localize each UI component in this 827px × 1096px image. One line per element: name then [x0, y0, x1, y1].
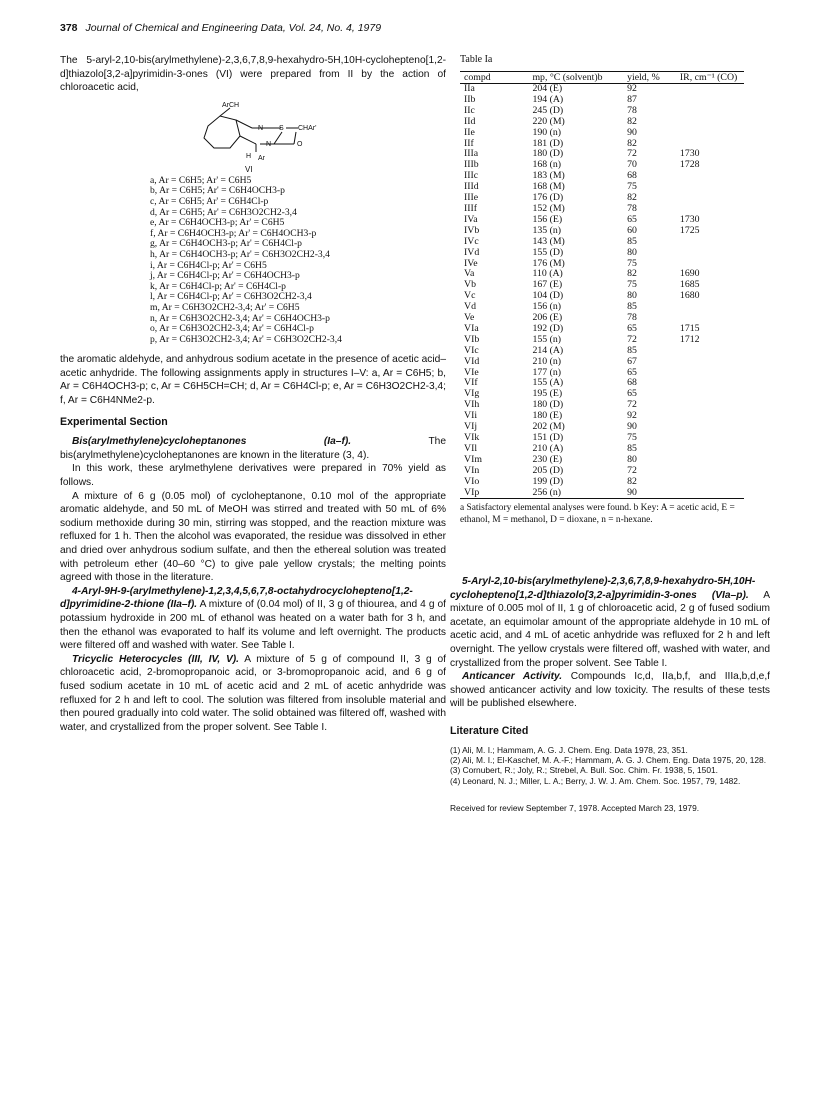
table-row	[460, 204, 744, 215]
cell-yield: 80	[627, 246, 637, 258]
cell-ir	[678, 477, 744, 488]
cell-yield: 65	[627, 366, 637, 378]
table-row	[460, 477, 744, 488]
cell-compd: VIo	[464, 475, 480, 487]
table-row	[460, 466, 744, 477]
cell-compd: VIc	[464, 344, 479, 356]
cell-compd: VIa	[464, 322, 479, 334]
cell-mp: 176 (D)	[532, 192, 564, 204]
table-header-row	[460, 72, 744, 84]
cell-compd: IIe	[464, 126, 475, 138]
table-row	[460, 400, 744, 411]
cell-yield: 80	[627, 290, 637, 302]
right-column	[450, 575, 770, 816]
assignment-paragraph: the aromatic aldehyde, and anhydrous sodium acetate in the presence of acetic acid–acetic anhydride. The following assignments apply in structures I–V: a, Ar = C6H5; b, Ar = C6H4OCH3-p; c, Ar = C6H5CH=CH; d, Ar = C6H4Cl-p; e, Ar = C6H3O2CH2-3,4; f, Ar = C6H4NMe2-p.	[60, 354, 446, 407]
journal-citation: Journal of Chemical and Engineering Data, Vol. 24, No. 4, 1979	[85, 22, 382, 34]
reference-2: (2) Ali, M. I.; El-Kaschef, M. A.-F.; Hammam, A. G. J. Chem. Eng. Data 1975, 20, 128.	[450, 754, 767, 765]
table-row	[460, 389, 744, 400]
table-1	[460, 71, 744, 499]
cell-mp: 183 (M)	[532, 170, 565, 182]
cell-ir: 1690	[679, 268, 700, 280]
cell-compd: IIb	[464, 93, 476, 105]
cell-mp: 151 (D)	[532, 432, 564, 443]
cell-ir	[678, 193, 744, 204]
table-row	[460, 488, 744, 499]
cell-ir	[678, 411, 744, 422]
cell-yield: 85	[627, 344, 637, 356]
variant-l: l, Ar = C6H4Cl-p; Ar' = C6H3O2CH2-3,4	[150, 291, 312, 303]
table-row	[460, 106, 744, 117]
cell-compd: VIg	[464, 388, 480, 400]
vi-subheading: 5-Aryl-2,10-bis(arylmethylene)-2,3,6,7,8,9-hexahydro-5H,10H-cyclohepteno[1,2-d]thiazolo[3,2-a]pyrimidin-3-ones (VIa–p).	[450, 576, 756, 601]
table-row	[460, 378, 744, 389]
cell-ir	[678, 455, 744, 466]
cell-ir	[678, 95, 744, 106]
cell-compd: VIm	[464, 453, 482, 465]
table-row	[460, 117, 744, 128]
cell-compd: VIe	[464, 366, 479, 378]
cell-ir: 1685	[679, 279, 700, 291]
variant-j: j, Ar = C6H4Cl-p; Ar' = C6H4OCH3-p	[150, 270, 300, 282]
cell-ir: 1730	[679, 148, 700, 160]
col-ir: IR, cm⁻¹ (CO)	[679, 72, 738, 83]
cell-yield: 65	[627, 388, 637, 400]
table-row	[460, 455, 744, 466]
table-row	[460, 237, 744, 248]
cell-mp: 180 (D)	[532, 148, 564, 160]
variant-p: p, Ar = C6H3O2CH2-3,4; Ar' = C6H3O2CH2-3,4	[150, 333, 342, 345]
cell-compd: VIk	[464, 432, 480, 443]
reference-list	[450, 745, 770, 787]
cell-yield: 92	[627, 83, 637, 94]
variant-c: c, Ar = C6H5; Ar' = C6H4Cl-p	[150, 195, 269, 207]
cell-yield: 85	[627, 442, 637, 454]
cell-compd: VIl	[464, 442, 478, 454]
cell-compd: VIh	[464, 399, 480, 411]
variant-n: n, Ar = C6H3O2CH2-3,4; Ar' = C6H4OCH3-p	[150, 312, 330, 324]
intro-paragraph: The 5-aryl-2,10-bis(arylmethylene)-2,3,6,7,8,9-hexahydro-5H,10H-cyclohepteno[1,2-d]thiazolo[3,2-a]pyrimidin-3-ones (VI) were prepared from II by the action of chloroacetic acid,	[60, 55, 446, 94]
running-header	[60, 22, 381, 34]
cell-yield: 65	[627, 213, 637, 225]
table-row	[460, 335, 744, 346]
table-row	[460, 215, 744, 226]
reference-4: (4) Leonard, N. J.; Miller, L. A.; Berry, J. W. J. Am. Chem. Soc. 1957, 79, 1482.	[450, 775, 741, 786]
cell-compd: Ve	[464, 312, 475, 324]
cell-compd: IId	[464, 115, 476, 127]
variant-e: e, Ar = C6H4OCH3-p; Ar' = C6H5	[150, 217, 285, 229]
cell-ir: 1680	[679, 290, 700, 302]
cell-compd: VIi	[464, 410, 478, 422]
cell-yield: 92	[627, 410, 637, 422]
cell-yield: 60	[627, 224, 637, 236]
cell-compd: IIId	[464, 181, 479, 193]
cell-compd: IIIe	[464, 192, 479, 204]
table-row	[460, 193, 744, 204]
cell-yield: 85	[627, 301, 637, 313]
table-row	[460, 368, 744, 379]
cell-mp: 199 (D)	[532, 475, 564, 487]
cell-compd: VId	[464, 355, 480, 367]
h-label: H	[246, 152, 252, 160]
cell-compd: Vc	[464, 290, 476, 302]
cell-mp: 192 (D)	[532, 322, 564, 334]
cell-ir: 1728	[679, 159, 700, 171]
variant-a: a, Ar = C6H5; Ar' = C6H5	[150, 174, 252, 186]
cell-yield: 78	[627, 312, 637, 324]
cell-mp: 245 (D)	[532, 104, 564, 116]
vi-paragraph	[450, 575, 770, 670]
table-row	[460, 324, 744, 335]
s-label: S	[279, 124, 284, 132]
variant-i: i, Ar = C6H4Cl-p; Ar' = C6H5	[150, 259, 267, 271]
cell-yield: 65	[627, 322, 637, 334]
table-row	[460, 422, 744, 433]
cell-mp: 155 (A)	[532, 377, 564, 389]
cell-compd: Va	[464, 268, 475, 280]
col-compd: compd	[464, 72, 491, 83]
cell-yield: 72	[627, 333, 637, 345]
cell-yield: 75	[627, 257, 637, 269]
variant-f: f, Ar = C6H4OCH3-p; Ar' = C6H4OCH3-p	[150, 227, 317, 239]
table-footnote: a Satisfactory elemental analyses were found. b Key: A = acetic acid, E = ethanol, M = methanol, D = dioxane, n = n-hexane.	[460, 503, 735, 525]
variant-o: o, Ar = C6H3O2CH2-3,4; Ar' = C6H4Cl-p	[150, 323, 314, 335]
anticancer-text: Compounds Ic,d, IIa,b,f, and IIIa,b,d,e,f showed anticancer activity and low toxicity. The results of these tests will be published elsewhere.	[450, 671, 770, 710]
cell-compd: VIj	[464, 421, 478, 433]
table-row	[460, 248, 744, 259]
table-row	[460, 171, 744, 182]
cell-yield: 78	[627, 104, 637, 116]
cell-yield: 68	[627, 377, 637, 389]
cell-compd: IIIf	[464, 202, 478, 214]
table-row	[460, 149, 744, 160]
anticancer-paragraph	[450, 670, 770, 711]
cell-mp: 202 (M)	[532, 421, 565, 433]
cell-mp: 214 (A)	[532, 344, 564, 356]
table-row	[460, 226, 744, 237]
cell-ir	[678, 171, 744, 182]
col-mp: mp, °C (solvent)b	[532, 72, 603, 83]
chart-label: CHAr'	[298, 124, 317, 132]
structure-diagram	[60, 98, 446, 176]
table-row	[460, 280, 744, 291]
table-row	[460, 95, 744, 106]
cell-yield: 75	[627, 432, 637, 443]
cell-yield: 78	[627, 202, 637, 214]
tricyclic-paragraph	[60, 653, 446, 735]
ar-label: Ar	[258, 154, 265, 162]
cell-mp: 181 (D)	[532, 137, 564, 149]
cell-ir	[678, 378, 744, 389]
cell-ir: 1715	[679, 322, 700, 334]
cell-mp: 155 (D)	[532, 246, 564, 258]
cell-mp: 168 (n)	[532, 159, 562, 171]
cell-compd: VIp	[464, 486, 480, 498]
cell-yield: 72	[627, 464, 637, 476]
yield-paragraph: In this work, these arylmethylene derivatives were prepared in 70% yield as follows.	[60, 463, 446, 489]
cell-yield: 75	[627, 279, 637, 291]
cell-compd: IIIb	[464, 159, 479, 171]
tricyclic-text: A mixture of 5 g of compound II, 3 g of chloroacetic acid, 2-bromopropanoic acid, or 3-bromopropanoic acid, and 6 g of fused sodium acetate in 10 mL of acetic acid and 2 mL of acetic anhydride was refluxed for 2 h and left to cool. The solution was filtered from insoluble material and then poured gradually into cold water. The solid obtained was filtered off, washed with water, and crystallized from the proper solvent. See Table I.	[60, 653, 447, 733]
cell-compd: VIn	[464, 464, 480, 476]
cell-mp: 110 (A)	[532, 268, 563, 280]
cell-mp: 194 (A)	[532, 93, 564, 105]
variant-k: k, Ar = C6H4Cl-p; Ar' = C6H4Cl-p	[150, 280, 286, 292]
cell-compd: Vd	[464, 301, 476, 313]
thione-paragraph	[60, 585, 446, 653]
cell-mp: 220 (M)	[532, 115, 565, 127]
cell-yield: 85	[627, 235, 637, 247]
cell-ir	[678, 488, 744, 499]
cell-yield: 90	[627, 421, 637, 433]
cell-mp: 180 (E)	[532, 410, 563, 422]
cell-compd: IVc	[464, 235, 479, 247]
cell-mp: 206 (E)	[532, 312, 563, 324]
table-row	[460, 357, 744, 368]
cell-ir	[678, 357, 744, 368]
cell-ir	[678, 117, 744, 128]
n2-label: N	[266, 140, 272, 148]
vi-text: A mixture of 0.005 mol of II, 1 g of chloroacetic acid, 2 g of fused sodium acetate, an equimolar amount of the appropriate aldehyde in 10 mL of acetic acid, and 4 mL of acetic anhydride was refluxed for 2 h and left overnight. The yellow crystals were filtered off, washed with water, and crystallized from the proper solvent. See Table I.	[450, 589, 770, 669]
cell-ir: 1712	[679, 333, 700, 345]
cell-compd: IIa	[464, 83, 475, 94]
cell-compd: VIb	[464, 333, 480, 345]
cell-ir	[678, 346, 744, 357]
section-heading-literature: Literature Cited	[450, 724, 529, 737]
cell-yield: 70	[627, 159, 637, 171]
table-row	[460, 411, 744, 422]
cell-yield: 68	[627, 170, 637, 182]
cell-yield: 82	[627, 115, 637, 127]
left-column	[60, 54, 446, 734]
table-row	[460, 444, 744, 455]
cell-mp: 204 (E)	[532, 83, 563, 94]
cell-mp: 195 (E)	[532, 388, 563, 400]
table-row	[460, 302, 744, 313]
cell-yield: 82	[627, 137, 637, 149]
cell-compd: IVa	[464, 213, 478, 225]
cell-mp: 168 (M)	[532, 181, 565, 193]
cell-ir	[678, 84, 744, 95]
section-heading-experimental: Experimental Section	[60, 415, 168, 428]
received-line: Received for review September 7, 1978. Accepted March 23, 1979.	[450, 803, 700, 814]
reference-1: (1) Ali, M. I.; Hammam, A. G. J. Chem. Eng. Data 1978, 23, 351.	[450, 744, 688, 755]
table-row	[460, 259, 744, 270]
cell-mp: 167 (E)	[532, 279, 563, 291]
table-region	[460, 54, 770, 526]
arch-label: ArCH	[222, 101, 240, 109]
cell-ir	[678, 433, 744, 444]
cell-yield: 72	[627, 399, 637, 411]
cell-yield: 82	[627, 268, 637, 280]
cell-compd: IIIc	[464, 170, 479, 182]
table-row	[460, 346, 744, 357]
thione-subheading: 4-Aryl-9H-9-(arylmethylene)-1,2,3,4,5,6,7,8-octahydrocyclohepteno[1,2-d]pyrimidine-2-thione (IIa–f).	[60, 585, 413, 611]
cell-compd: IVd	[464, 246, 480, 258]
variant-b: b, Ar = C6H5; Ar' = C6H4OCH3-p	[150, 185, 285, 197]
cell-yield: 80	[627, 453, 637, 465]
cell-ir	[678, 422, 744, 433]
cell-yield: 75	[627, 181, 637, 193]
cell-yield: 82	[627, 192, 637, 204]
cell-mp: 177 (n)	[532, 366, 562, 378]
cell-mp: 104 (D)	[532, 290, 564, 302]
table-row	[460, 269, 744, 280]
tricyclic-subheading: Tricyclic Heterocycles (III, IV, V).	[72, 653, 240, 665]
cell-compd: IVe	[464, 257, 478, 269]
cell-yield: 72	[627, 148, 637, 160]
cell-compd: VIf	[464, 377, 478, 389]
cell-ir	[678, 444, 744, 455]
variant-g: g, Ar = C6H4OCH3-p; Ar' = C6H4Cl-p	[150, 238, 302, 250]
cell-mp: 210 (n)	[532, 355, 562, 367]
cell-ir	[678, 182, 744, 193]
cell-yield: 67	[627, 355, 637, 367]
reference-3: (3) Cornubert, R.; Joly, R.; Strebel, A. Bull. Soc. Chim. Fr. 1938, 5, 1501.	[450, 765, 718, 776]
cell-ir	[678, 302, 744, 313]
cell-mp: 190 (n)	[532, 126, 562, 138]
cell-ir	[678, 368, 744, 379]
cell-yield: 87	[627, 93, 637, 105]
cell-mp: 205 (D)	[532, 464, 564, 476]
cell-ir	[678, 128, 744, 139]
cell-mp: 156 (n)	[532, 301, 562, 313]
table-row	[460, 291, 744, 302]
page-number: 378	[60, 22, 78, 34]
cell-ir	[678, 466, 744, 477]
structure-number: VI	[245, 164, 253, 174]
variant-h: h, Ar = C6H4OCH3-p; Ar' = C6H3O2CH2-3,4	[150, 248, 330, 260]
variant-list	[150, 176, 446, 346]
cell-mp: 210 (A)	[532, 442, 564, 454]
table-row	[460, 160, 744, 171]
cell-mp: 156 (E)	[532, 213, 563, 225]
cell-mp: 180 (D)	[532, 399, 564, 411]
cell-ir	[678, 248, 744, 259]
bis-paragraph	[60, 435, 446, 462]
n1-label: N	[258, 124, 264, 132]
cell-mp: 143 (M)	[532, 235, 565, 247]
cell-compd: IIc	[464, 104, 475, 116]
cell-mp: 176 (M)	[532, 257, 565, 269]
bis-text: The bis(arylmethylene)cycloheptanones are known in the literature (3, 4).	[60, 436, 446, 461]
cell-ir: 1725	[679, 224, 700, 236]
cell-compd: IVb	[464, 224, 480, 236]
cell-mp: 230 (E)	[532, 453, 563, 465]
cell-mp: 155 (n)	[532, 333, 562, 345]
cell-compd: IIf	[464, 137, 474, 149]
cell-mp: 256 (n)	[532, 486, 562, 498]
table-row	[460, 128, 744, 139]
cell-ir: 1730	[679, 213, 700, 225]
cell-ir	[678, 389, 744, 400]
table-row	[460, 182, 744, 193]
table-caption: Table Ia	[460, 54, 493, 65]
o-label: O	[297, 140, 303, 148]
table-row	[460, 433, 744, 444]
cell-compd: Vb	[464, 279, 476, 291]
variant-d: d, Ar = C6H5; Ar' = C6H3O2CH2-3,4	[150, 206, 297, 218]
anticancer-subheading: Anticancer Activity.	[462, 671, 563, 683]
table-row	[460, 84, 744, 95]
thione-text: A mixture of (0.04 mol) of II, 3 g of thiourea, and 4 g of potassium hydroxide in 200 mL of ethanol was heated on a water bath for 3 h, and then the ethanol was evaporated to half its volume and left overnight. The products were filtered off and washed with water. See Table I.	[60, 599, 446, 652]
bis-subheading: Bis(arylmethylene)cycloheptanones (Ia–f).	[72, 436, 352, 448]
table-row	[460, 313, 744, 324]
cell-ir	[678, 237, 744, 248]
cell-mp: 135 (n)	[532, 224, 562, 236]
cell-mp: 152 (M)	[532, 202, 565, 214]
cell-yield: 82	[627, 475, 637, 487]
cell-ir	[678, 106, 744, 117]
cell-yield: 90	[627, 486, 637, 498]
cell-ir	[678, 400, 744, 411]
table-row	[460, 139, 744, 150]
variant-m: m, Ar = C6H3O2CH2-3,4; Ar' = C6H5	[150, 301, 300, 313]
cell-yield: 90	[627, 126, 637, 138]
col-yield: yield, %	[627, 72, 660, 83]
procedure-paragraph: A mixture of 6 g (0.05 mol) of cycloheptanone, 0.10 mol of the appropriate aromatic aldehyde, and 50 mL of MeOH was stirred and treated with 50 mL of 6% sodium methoxide during 30 min, stirring was stopped, and the reaction mixture was refluxed for 1 h. Then the alcohol was evaporated, the residue was dissolved in ether and dried over anhydrous sodium sulfate, and then the ethereal solution was treated with petroleum ether (40–60 °C) to give pale yellow crystals; the melting points agreed with those in the literature.	[60, 490, 446, 584]
cell-compd: IIIa	[464, 148, 479, 160]
structure-vi	[60, 98, 446, 176]
